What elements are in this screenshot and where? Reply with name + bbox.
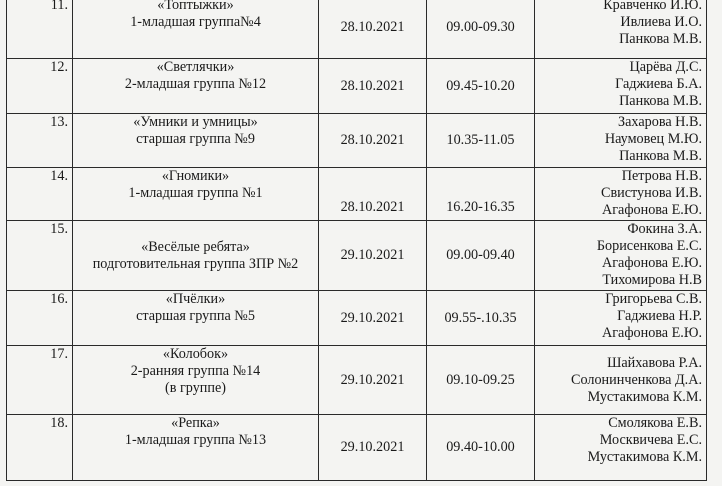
group-description: старшая группа №9 xyxy=(136,131,255,147)
staff-name: Наумовец М.Ю. xyxy=(604,131,702,147)
date-cell: 29.10.2021 xyxy=(319,415,427,481)
staff-cell xyxy=(535,0,707,59)
staff-name: Тихомирова Н.В xyxy=(602,272,702,288)
staff-cell xyxy=(535,221,707,291)
staff-cell xyxy=(535,415,707,481)
group-description: 2-младшая группа №12 xyxy=(124,76,267,92)
group-note: (в группе) xyxy=(165,380,226,396)
table-row xyxy=(7,221,707,291)
time-cell: 09.00-09.30 xyxy=(427,0,535,59)
group-cell xyxy=(73,221,319,291)
group-name: «Умники и умницы» xyxy=(133,114,258,130)
group-cell xyxy=(73,346,319,415)
staff-name: Мустакимова К.М. xyxy=(587,388,702,405)
group-name: «Репка» xyxy=(171,415,220,431)
staff-name: Гаджиева Б.А. xyxy=(615,76,702,92)
table-row xyxy=(7,0,707,59)
group-name: «Пчёлки» xyxy=(165,291,226,307)
staff-name: Панкова М.В. xyxy=(619,93,702,109)
staff-name: Свистунова И.В. xyxy=(600,185,702,201)
row-number: 13. xyxy=(7,114,73,168)
staff-name: Панкова М.В. xyxy=(619,31,702,47)
table-row xyxy=(7,415,707,481)
group-name: «Гномики» xyxy=(161,168,230,184)
staff-name: Агафонова Е.Ю. xyxy=(601,202,702,218)
staff-name: Шайхавова Р.А. xyxy=(607,354,702,371)
staff-name: Агафонова Е.Ю. xyxy=(601,255,702,271)
table-row xyxy=(7,168,707,221)
time-cell: 10.35-11.05 xyxy=(427,114,535,168)
row-number: 16. xyxy=(7,291,73,346)
group-description: подготовительная группа ЗПР №2 xyxy=(92,255,299,272)
staff-name: Панкова М.В. xyxy=(619,148,702,164)
staff-name: Солонинченкова Д.А. xyxy=(571,371,702,388)
row-number: 15. xyxy=(7,221,73,291)
staff-name: Кравченко И.Ю. xyxy=(603,0,702,13)
date-cell: 29.10.2021 xyxy=(319,291,427,346)
group-description: 2-ранняя группа №14 xyxy=(130,363,261,379)
table-row xyxy=(7,346,707,415)
date-cell: 28.10.2021 xyxy=(319,114,427,168)
table-row xyxy=(7,114,707,168)
staff-name: Агафонова Е.Ю. xyxy=(601,325,702,341)
staff-cell xyxy=(535,168,707,221)
group-cell xyxy=(73,291,319,346)
row-number: 11. xyxy=(7,0,73,59)
time-cell: 09.00-09.40 xyxy=(427,221,535,291)
staff-cell xyxy=(535,114,707,168)
staff-cell xyxy=(535,291,707,346)
staff-name: Царёва Д.С. xyxy=(629,59,702,75)
table-row xyxy=(7,59,707,114)
staff-name: Фокина З.А. xyxy=(627,221,702,237)
row-number: 18. xyxy=(7,415,73,481)
staff-name: Смолякова Е.В. xyxy=(608,415,702,431)
schedule-body xyxy=(7,0,707,481)
row-number: 14. xyxy=(7,168,73,221)
time-cell: 09.10-09.25 xyxy=(427,346,535,415)
schedule-table xyxy=(6,0,707,481)
date-cell: 28.10.2021 xyxy=(319,0,427,59)
staff-cell xyxy=(535,59,707,114)
group-cell xyxy=(73,0,319,59)
staff-name: Москвичева Е.С. xyxy=(599,432,702,448)
group-name: «Топтыжки» xyxy=(157,0,234,13)
group-cell xyxy=(73,168,319,221)
group-name: «Колобок» xyxy=(162,346,229,362)
staff-name: Захарова Н.В. xyxy=(618,114,702,130)
time-cell: 09.55-.10.35 xyxy=(427,291,535,346)
staff-name: Ивлиева И.О. xyxy=(620,14,702,30)
time-cell: 09.40-10.00 xyxy=(427,415,535,481)
group-description: 1-младшая группа №1 xyxy=(128,185,263,201)
group-cell xyxy=(73,59,319,114)
staff-name: Гаджиева Н.Р. xyxy=(617,308,702,324)
staff-name: Петрова Н.В. xyxy=(621,168,702,184)
date-cell: 29.10.2021 xyxy=(319,346,427,415)
group-name: «Светлячки» xyxy=(156,59,235,75)
staff-name: Мустакимова К.М. xyxy=(587,449,702,465)
row-number: 12. xyxy=(7,59,73,114)
group-description: 1-младшая группа№4 xyxy=(130,14,261,30)
date-cell: 28.10.2021 xyxy=(319,59,427,114)
date-cell: 28.10.2021 xyxy=(319,168,427,221)
date-cell: 29.10.2021 xyxy=(319,221,427,291)
staff-cell xyxy=(535,346,707,415)
group-cell xyxy=(73,114,319,168)
table-row xyxy=(7,291,707,346)
group-name: «Весёлые ребята» xyxy=(141,238,250,255)
staff-name: Григорьева С.В. xyxy=(605,291,702,307)
row-number: 17. xyxy=(7,346,73,415)
time-cell: 16.20-16.35 xyxy=(427,168,535,221)
staff-name: Борисенкова Е.С. xyxy=(596,238,702,254)
group-description: 1-младшая группа №13 xyxy=(124,432,267,448)
time-cell: 09.45-10.20 xyxy=(427,59,535,114)
group-description: старшая группа №5 xyxy=(136,308,255,324)
group-cell xyxy=(73,415,319,481)
